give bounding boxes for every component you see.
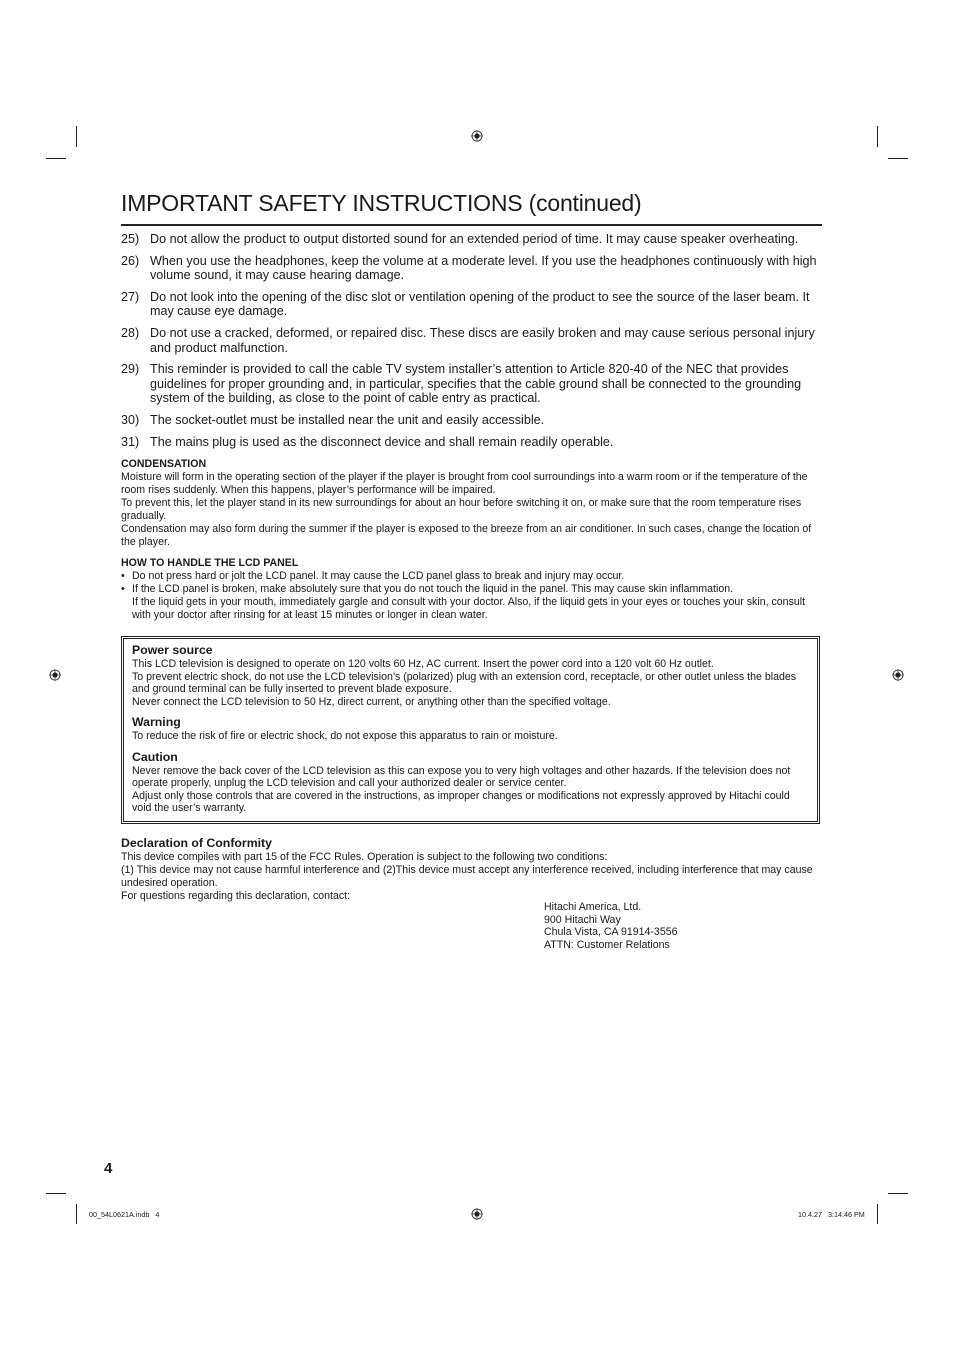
item-number: 28)	[121, 326, 140, 341]
list-item	[121, 232, 826, 246]
registration-mark-icon	[49, 669, 61, 681]
contact-address	[544, 901, 678, 951]
title-rule	[121, 224, 822, 226]
paragraph: Never remove the back cover of the LCD television as this can expose you to very high voltages and other hazards. If the television does not operate properly, unplug the LCD television and call your authorized dealer or service center.	[132, 764, 791, 789]
warning-heading: Warning	[132, 715, 181, 729]
item-text: When you use the headphones, keep the volume at a moderate level. If you use the headphones continuously with high volume sound, it may cause hearing damage.	[150, 253, 817, 283]
item-number: 29)	[121, 362, 140, 377]
paragraph: This LCD television is designed to operate on 120 volts 60 Hz, AC current. Insert the power cord into a 120 volt 60 Hz outlet.	[132, 658, 714, 670]
bullet-text: If the liquid gets in your mouth, immediately gargle and consult with your doctor. Also, if the liquid gets in your eyes or touches your skin, consult with your doctor after rinsing for at least 15 minutes or longer in clean water.	[132, 595, 806, 621]
bullet-icon: •	[121, 570, 125, 582]
item-number: 30)	[121, 413, 140, 428]
paragraph: For questions regarding this declaration, contact:	[121, 889, 351, 902]
bullet-icon: •	[121, 582, 125, 595]
section-heading: CONDENSATION	[121, 458, 207, 470]
item-number: 26)	[121, 253, 140, 268]
section-heading: HOW TO HANDLE THE LCD PANEL	[121, 557, 299, 569]
item-text: This reminder is provided to call the cable TV system installer’s attention to Article 820-40 of the NEC that provides guidelines for proper grounding and, in particular, specifies that the cable ground shall be connected to the grounding system of the building, as close to the point of cable entry as practical.	[150, 362, 802, 406]
declaration-section	[121, 836, 826, 903]
item-text: The socket-outlet must be installed near the unit and easily accessible.	[150, 413, 545, 428]
crop-mark	[877, 1204, 878, 1224]
item-text: Do not use a cracked, deformed, or repaired disc. These discs are easily broken and may cause serious personal injury and product malfunction.	[150, 326, 815, 355]
item-text: Do not allow the product to output distorted sound for an extended period of time. It may cause speaker overheating.	[150, 232, 799, 246]
list-item	[121, 290, 826, 319]
paragraph: To prevent this, let the player stand in its new surroundings for about an hour before switching it on, or make sure that the room temperature rises gradually.	[121, 496, 802, 522]
paragraph: Moisture will form in the operating section of the player if the player is brought from cool surroundings into a warm room or if the temperature of the room rises suddenly. When this happens, player’s performance will be impaired.	[121, 471, 808, 496]
paragraph: Condensation may also form during the summer if the player is exposed to the breeze from an air conditioner. In such cases, change the location of the player.	[121, 522, 812, 548]
crop-mark	[888, 1193, 908, 1194]
section-heading: Declaration of Conformity	[121, 836, 272, 850]
list-item	[121, 413, 826, 427]
caution-heading: Caution	[132, 749, 178, 764]
list-item	[121, 326, 826, 355]
bullet-text: Do not press hard or jolt the LCD panel. It may cause the LCD panel glass to break and injury may occur.	[132, 570, 625, 582]
bullet-item	[121, 583, 826, 622]
bullet-text: If the LCD panel is broken, make absolutely sure that you do not touch the liquid in the panel. This may cause skin inflammation.	[132, 582, 734, 595]
address-line: ATTN: Customer Relations	[544, 938, 670, 951]
crop-mark	[76, 1204, 77, 1224]
paragraph: Never connect the LCD television to 50 Hz, direct current, or anything other than the specified voltage.	[132, 695, 611, 708]
crop-mark	[46, 158, 66, 159]
item-number: 25)	[121, 232, 140, 246]
crop-mark	[877, 126, 878, 147]
notice-box	[121, 636, 820, 824]
address-line: Chula Vista, CA 91914-3556	[544, 926, 678, 939]
page-number: 4	[104, 1160, 113, 1177]
list-item	[121, 435, 826, 449]
paragraph: This device compiles with part 15 of the FCC Rules. Operation is subject to the following two conditions:	[121, 851, 608, 863]
item-text: Do not look into the opening of the disc slot or ventilation opening of the product to see the source of the laser beam. It may cause eye damage.	[150, 290, 810, 319]
address-line: 900 Hitachi Way	[544, 913, 621, 926]
condensation-section	[121, 458, 826, 548]
registration-mark-icon	[471, 1208, 483, 1220]
page-title: IMPORTANT SAFETY INSTRUCTIONS (continued)	[121, 190, 642, 216]
safety-instructions-list	[121, 232, 826, 457]
address-line: Hitachi America, Ltd.	[544, 901, 642, 913]
item-number: 27)	[121, 290, 140, 304]
paragraph: Adjust only those controls that are covered in the instructions, as improper changes or modifications not expressly approved by Hitachi could void the user’s warranty.	[132, 789, 790, 814]
registration-mark-icon	[471, 130, 483, 142]
power-source-heading: Power source	[132, 643, 213, 657]
crop-mark	[76, 126, 77, 147]
slug-filename: 00_54L0621A.indb 4	[89, 1210, 160, 1219]
registration-mark-icon	[892, 669, 904, 681]
crop-mark	[46, 1193, 66, 1194]
paragraph: To reduce the risk of fire or electric shock, do not expose this apparatus to rain or moisture.	[132, 730, 558, 742]
crop-mark	[888, 158, 908, 159]
list-item	[121, 254, 826, 283]
slug-timestamp: 10.4.27 3:14:46 PM	[798, 1210, 865, 1219]
lcd-panel-section	[121, 557, 826, 622]
list-item	[121, 362, 826, 405]
paragraph: (1) This device may not cause harmful interference and (2)This device must accept any interference received, including interference that may cause undesired operation.	[121, 863, 813, 889]
item-text: The mains plug is used as the disconnect device and shall remain readily operable.	[150, 434, 614, 449]
item-number: 31)	[121, 434, 140, 449]
bullet-item	[121, 570, 826, 583]
paragraph: To prevent electric shock, do not use the LCD television’s (polarized) plug with an extension cord, receptacle, or other outlet unless the blades and ground terminal can be fully inserted to prevent blade exposure.	[132, 670, 797, 695]
